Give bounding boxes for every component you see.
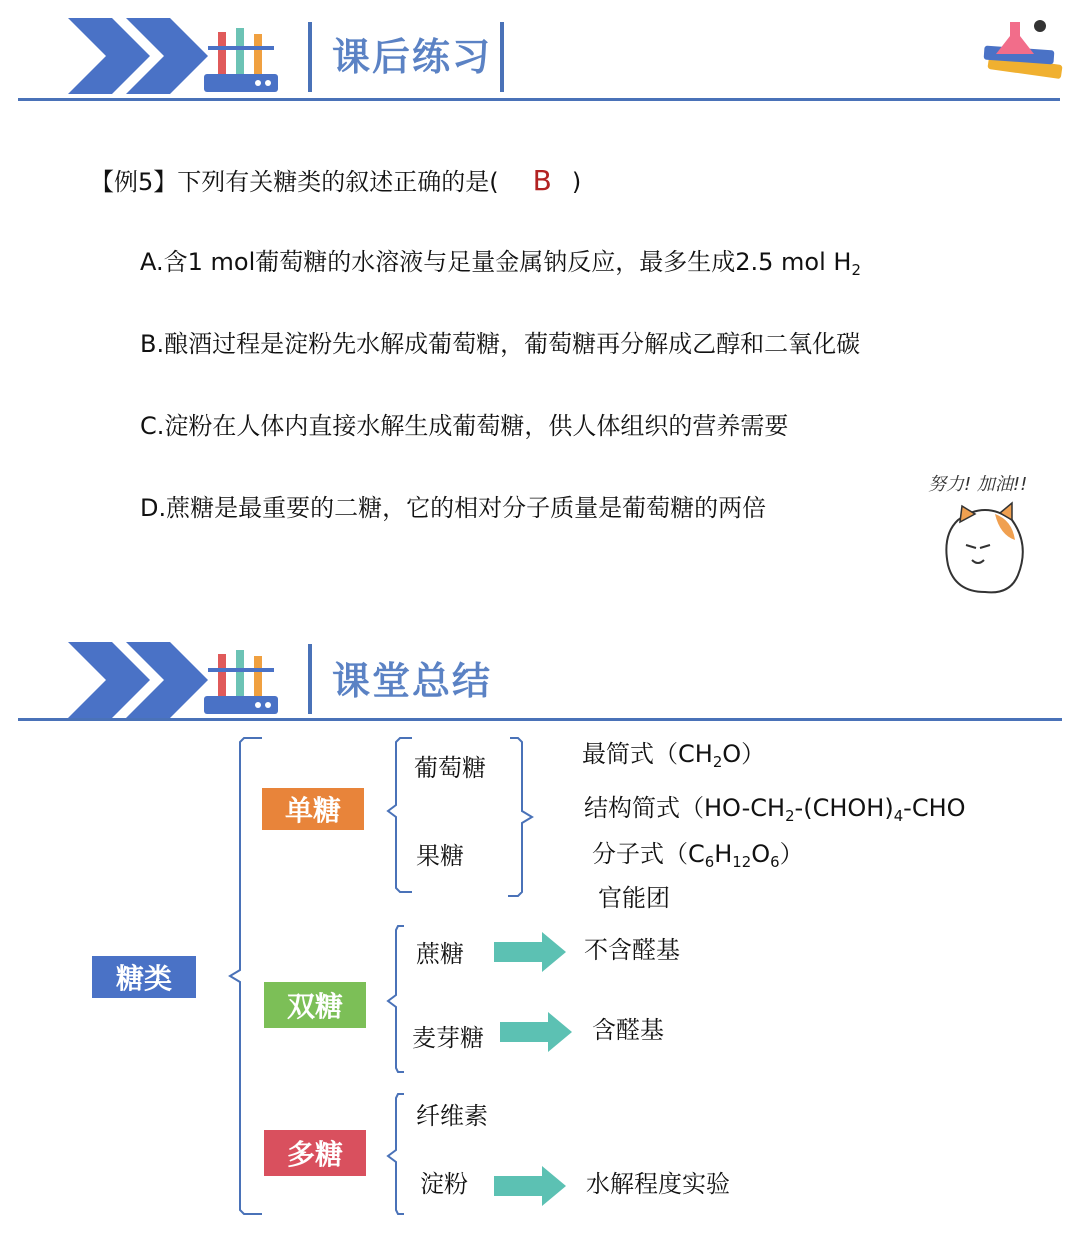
header1-divider <box>308 22 312 92</box>
option-b: B.酿酒过程是淀粉先水解成葡萄糖，葡萄糖再分解成乙醇和二氧化碳 <box>140 330 861 358</box>
poly-bracket <box>388 1094 404 1214</box>
option-c: C.淀粉在人体内直接水解生成葡萄糖，供人体组织的营养需要 <box>140 412 789 440</box>
root-bracket <box>230 738 262 1214</box>
mono-item-fructose: 果糖 <box>416 842 464 870</box>
di-result-maltose: 含醛基 <box>592 1016 664 1044</box>
di-bracket <box>388 926 404 1072</box>
question-stem-close: ) <box>571 168 582 196</box>
mono-bracket-right <box>508 738 532 896</box>
prop-functional-group: 官能团 <box>598 884 670 912</box>
book-flask-icon <box>984 20 1063 79</box>
section-title: 课堂总结 <box>332 659 493 703</box>
mono-box: 单糖 <box>262 788 364 830</box>
arrow-icon <box>494 932 566 972</box>
poly-box: 多糖 <box>264 1130 366 1176</box>
poly-item-starch: 淀粉 <box>420 1170 468 1198</box>
di-box: 双糖 <box>264 982 366 1028</box>
option-d: D.蔗糖是最重要的二糖，它的相对分子质量是葡萄糖的两倍 <box>140 494 767 522</box>
prop-molecular-formula: 分子式$(C_6H_{12}O_6)$ <box>592 840 804 872</box>
header2-divider <box>308 644 312 714</box>
option-a: A.含1 mol葡萄糖的水溶液与足量金属钠反应，最多生成2.5 mol $H_2$ <box>140 248 861 280</box>
di-item-maltose: 麦芽糖 <box>412 1024 484 1052</box>
prop-structural-formula: 结构简式（$HO-CH_2-(CHOH)_4$-CHO <box>584 794 966 826</box>
arrow-icon <box>500 1012 572 1052</box>
root-box: 糖类 <box>92 956 196 998</box>
chevron-icon <box>126 642 208 718</box>
page-title: 课后练习 <box>332 35 493 79</box>
mono-bracket-left <box>388 738 412 892</box>
mono-item-glucose: 葡萄糖 <box>414 754 486 782</box>
poly-result-starch: 水解程度实验 <box>586 1170 730 1198</box>
question-stem <box>90 164 581 198</box>
di-item-sucrose: 蔗糖 <box>416 940 464 968</box>
arrow-icon <box>494 1166 566 1206</box>
poly-item-cellulose: 纤维素 <box>416 1102 488 1130</box>
answer-value: B <box>532 164 552 197</box>
header1-graphics <box>0 0 1080 130</box>
test-tube-rack-icon <box>204 650 278 714</box>
chevron-icon <box>68 642 150 718</box>
header1-underline <box>18 98 1060 101</box>
sticker-text: 努力! 加油!! <box>928 474 1028 495</box>
di-result-sucrose: 不含醛基 <box>584 936 680 964</box>
header1-divider <box>500 22 504 92</box>
prop-simplest-formula: 最简式$(CH_2O)$ <box>582 740 766 772</box>
test-tube-rack-icon <box>204 28 278 92</box>
header2-underline <box>18 718 1062 721</box>
question-stem-text: 【例5】下列有关糖类的叙述正确的是( <box>90 168 499 196</box>
